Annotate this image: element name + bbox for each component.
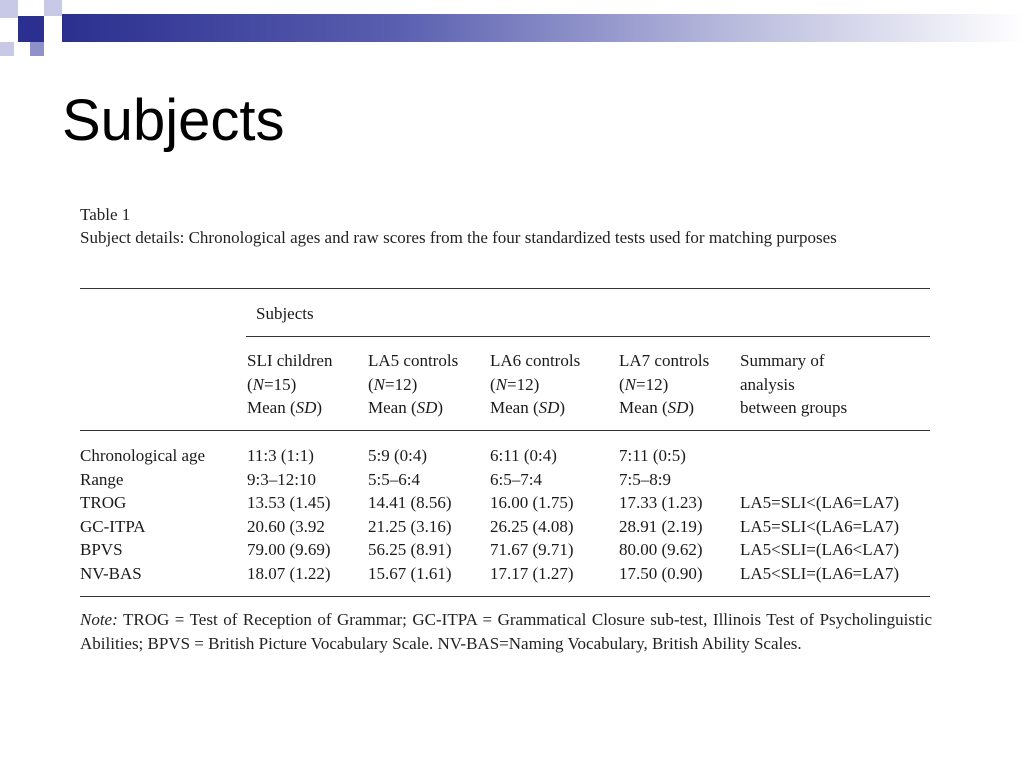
table-cell: 7:5–8:9 (619, 469, 671, 489)
table-cell: LA5=SLI<(LA6=LA7) (740, 516, 900, 536)
paren: ( (619, 374, 625, 394)
paren: ( (247, 374, 253, 394)
n-count: =12) (507, 374, 540, 394)
header-bottom-rule (80, 430, 930, 431)
column-header-line (619, 396, 694, 420)
mean-label: Mean ( (368, 398, 417, 417)
column-header-line (247, 373, 296, 397)
decor-square (44, 0, 62, 16)
slide-title: Subjects (62, 88, 285, 153)
decor-square (18, 16, 44, 42)
table-cell: 7:11 (0:5) (619, 446, 686, 465)
paren: ) (437, 398, 444, 417)
sd-symbol: SD (416, 398, 438, 417)
column-header-line (247, 396, 322, 420)
table-cell: 15.67 (1.61) (368, 563, 452, 583)
column-header-line: Summary of (740, 351, 825, 370)
table-note-text: TROG = Test of Reception of Grammar; GC-ITPA = Grammatical Closure sub-test, Illinois Test of Psycholinguistic Abilities; BPVS = British Picture Vocabulary Scale. NV-BAS=Naming Vocabulary, British Ability Scales. (80, 610, 932, 653)
row-label: TROG (80, 493, 127, 512)
decor-square (44, 16, 62, 42)
table-cell: LA5<SLI=(LA6<LA7) (740, 540, 900, 559)
n-count: =15) (264, 374, 297, 394)
table-cell: 71.67 (9.71) (490, 540, 574, 559)
column-header-line: LA6 controls (490, 351, 581, 370)
table-cell: 56.25 (8.91) (368, 540, 452, 559)
table-top-rule (80, 288, 930, 289)
column-header-line: LA7 controls (619, 351, 710, 370)
sd-symbol: SD (538, 398, 560, 417)
table-cell: LA5=SLI<(LA6=LA7) (740, 493, 900, 512)
table-cell: 14.41 (8.56) (368, 493, 452, 512)
table-bottom-rule (80, 596, 930, 597)
table-caption-text: Subject details: Chronological ages and raw scores from the four standardized tests used for matching purposes (80, 228, 837, 247)
row-label: BPVS (80, 540, 123, 559)
n-symbol: N (373, 374, 386, 394)
table-cell: 26.25 (4.08) (490, 516, 574, 536)
row-label: NV-BAS (80, 563, 142, 583)
table-cell: 17.17 (1.27) (490, 563, 574, 583)
table-cell: 16.00 (1.75) (490, 493, 574, 512)
table-cell: 5:9 (0:4) (368, 446, 428, 465)
table-cell: 17.33 (1.23) (619, 493, 703, 512)
table-caption (80, 204, 932, 250)
mean-label: Mean ( (247, 398, 296, 417)
row-label: GC-ITPA (80, 516, 146, 536)
n-count: =12) (385, 374, 418, 394)
sd-symbol: SD (295, 398, 317, 417)
table-cell: LA5<SLI=(LA6=LA7) (740, 563, 900, 583)
table-cell: 79.00 (9.69) (247, 540, 331, 559)
decor-square (0, 0, 18, 18)
subjects-group-header: Subjects (256, 304, 314, 323)
n-symbol: N (495, 374, 508, 394)
sd-symbol: SD (667, 398, 689, 417)
paren: ( (490, 374, 496, 394)
column-header-line (490, 373, 539, 397)
table-cell: 11:3 (1:1) (247, 446, 314, 465)
header-gradient-bar (62, 14, 1024, 42)
row-label: Chronological age (80, 446, 206, 465)
column-header-line: analysis (740, 374, 795, 394)
table-cell: 17.50 (0.90) (619, 563, 703, 583)
paren: ) (688, 398, 695, 417)
mean-label: Mean ( (490, 398, 539, 417)
table-cell: 9:3–12:10 (247, 469, 316, 489)
table-cell: 18.07 (1.22) (247, 563, 331, 583)
table-cell: 6:5–7:4 (490, 469, 542, 489)
table-note (80, 608, 932, 656)
column-header-line: SLI children (247, 351, 333, 370)
column-header-line: between groups (740, 398, 848, 417)
table-cell: 28.91 (2.19) (619, 516, 703, 536)
table-cell: 80.00 (9.62) (619, 540, 703, 559)
table-cell: 5:5–6:4 (368, 469, 420, 489)
table-note-label: Note: (80, 610, 118, 629)
n-symbol: N (624, 374, 637, 394)
table-cell: 6:11 (0:4) (490, 446, 557, 465)
column-header-line (368, 396, 443, 420)
table-cell: 20.60 (3.92 (247, 516, 325, 536)
subjects-rule (246, 336, 930, 337)
decor-square (0, 42, 14, 56)
row-label: Range (80, 469, 124, 489)
column-header-line (619, 373, 668, 397)
mean-label: Mean ( (619, 398, 668, 417)
n-count: =12) (636, 374, 669, 394)
table-caption-label: Table 1 (80, 205, 131, 224)
paren: ) (559, 398, 566, 417)
table-cell: 21.25 (3.16) (368, 516, 452, 536)
column-header-line (490, 396, 565, 420)
paren: ( (368, 374, 374, 394)
decor-square (30, 42, 44, 56)
column-header-line: LA5 controls (368, 351, 459, 370)
n-symbol: N (252, 374, 265, 394)
table-cell: 13.53 (1.45) (247, 493, 331, 512)
paren: ) (316, 398, 323, 417)
column-header-line (368, 373, 417, 397)
